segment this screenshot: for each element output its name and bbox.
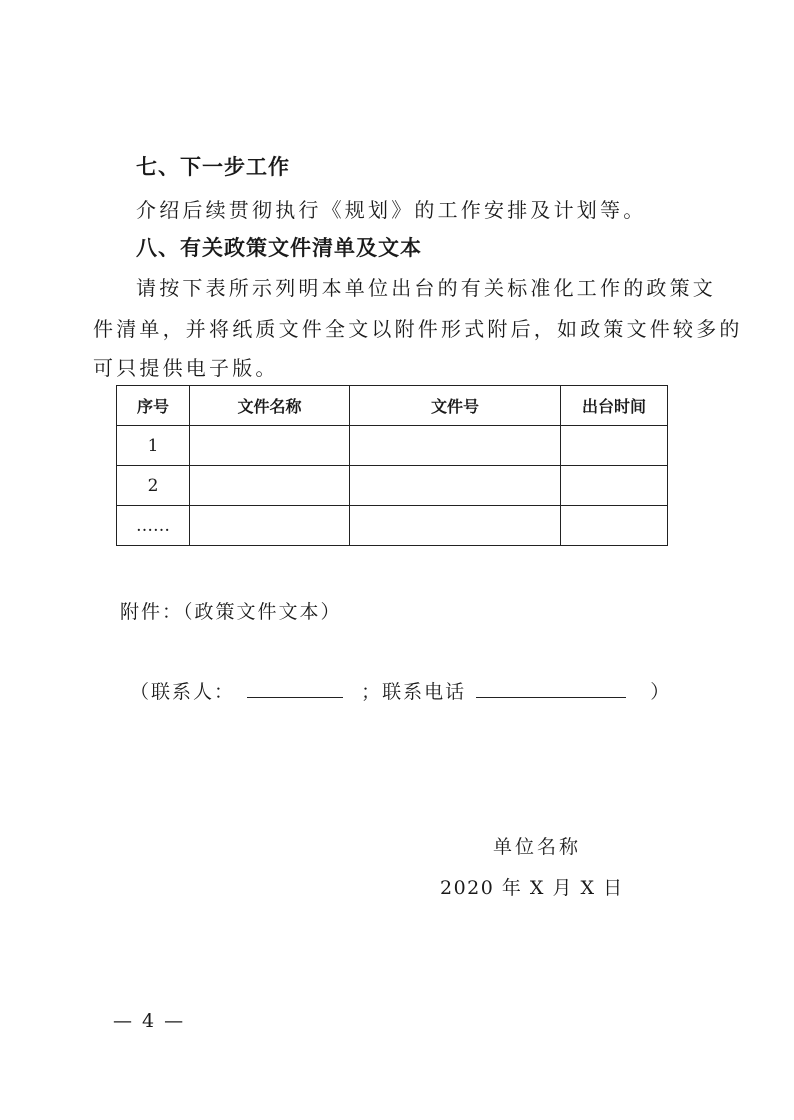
- cell-file-number: [350, 466, 561, 506]
- cell-issue-date: [561, 426, 668, 466]
- header-issue-date: 出台时间: [561, 386, 668, 426]
- cell-issue-date: [561, 506, 668, 546]
- section-8-body-line-3: 可只提供电子版。: [93, 356, 279, 380]
- table-header-row: [117, 386, 668, 426]
- cell-file-number: [350, 506, 561, 546]
- contact-phone-blank: [476, 679, 626, 698]
- table-row: [117, 466, 668, 506]
- cell-file-name: [190, 466, 350, 506]
- cell-seq: ……: [117, 506, 190, 546]
- section-8-body-line-2: 件清单，并将纸质文件全文以附件形式附后，如政策文件较多的: [93, 317, 743, 341]
- cell-seq: 2: [117, 466, 190, 506]
- section-8-heading: 八、有关政策文件清单及文本: [136, 236, 422, 260]
- page-number: — 4 —: [113, 1010, 186, 1032]
- contact-close: ）: [650, 681, 672, 703]
- table-row: [117, 506, 668, 546]
- cell-file-number: [350, 426, 561, 466]
- section-7-heading: 七、下一步工作: [136, 155, 290, 179]
- table-row: [117, 426, 668, 466]
- header-seq: 序号: [117, 386, 190, 426]
- section-7-body: 介绍后续贯彻执行《规划》的工作安排及计划等。: [136, 198, 647, 222]
- unit-name: 单位名称: [493, 836, 582, 858]
- cell-file-name: [190, 426, 350, 466]
- cell-issue-date: [561, 466, 668, 506]
- signature-date: 2020 年 X 月 X 日: [440, 877, 624, 899]
- header-file-number: 文件号: [350, 386, 561, 426]
- cell-file-name: [190, 506, 350, 546]
- contact-line: [130, 677, 671, 704]
- contact-person-label: （联系人：: [130, 681, 236, 703]
- cell-seq: 1: [117, 426, 190, 466]
- contact-phone-label: ；联系电话: [361, 681, 467, 703]
- contact-person-blank: [247, 679, 343, 698]
- section-8-body-line-1: 请按下表所示列明本单位出台的有关标准化工作的政策文: [136, 276, 716, 300]
- policy-file-table: [116, 385, 668, 546]
- header-file-name: 文件名称: [190, 386, 350, 426]
- attachment-note: 附件：（政策文件文本）: [120, 601, 342, 623]
